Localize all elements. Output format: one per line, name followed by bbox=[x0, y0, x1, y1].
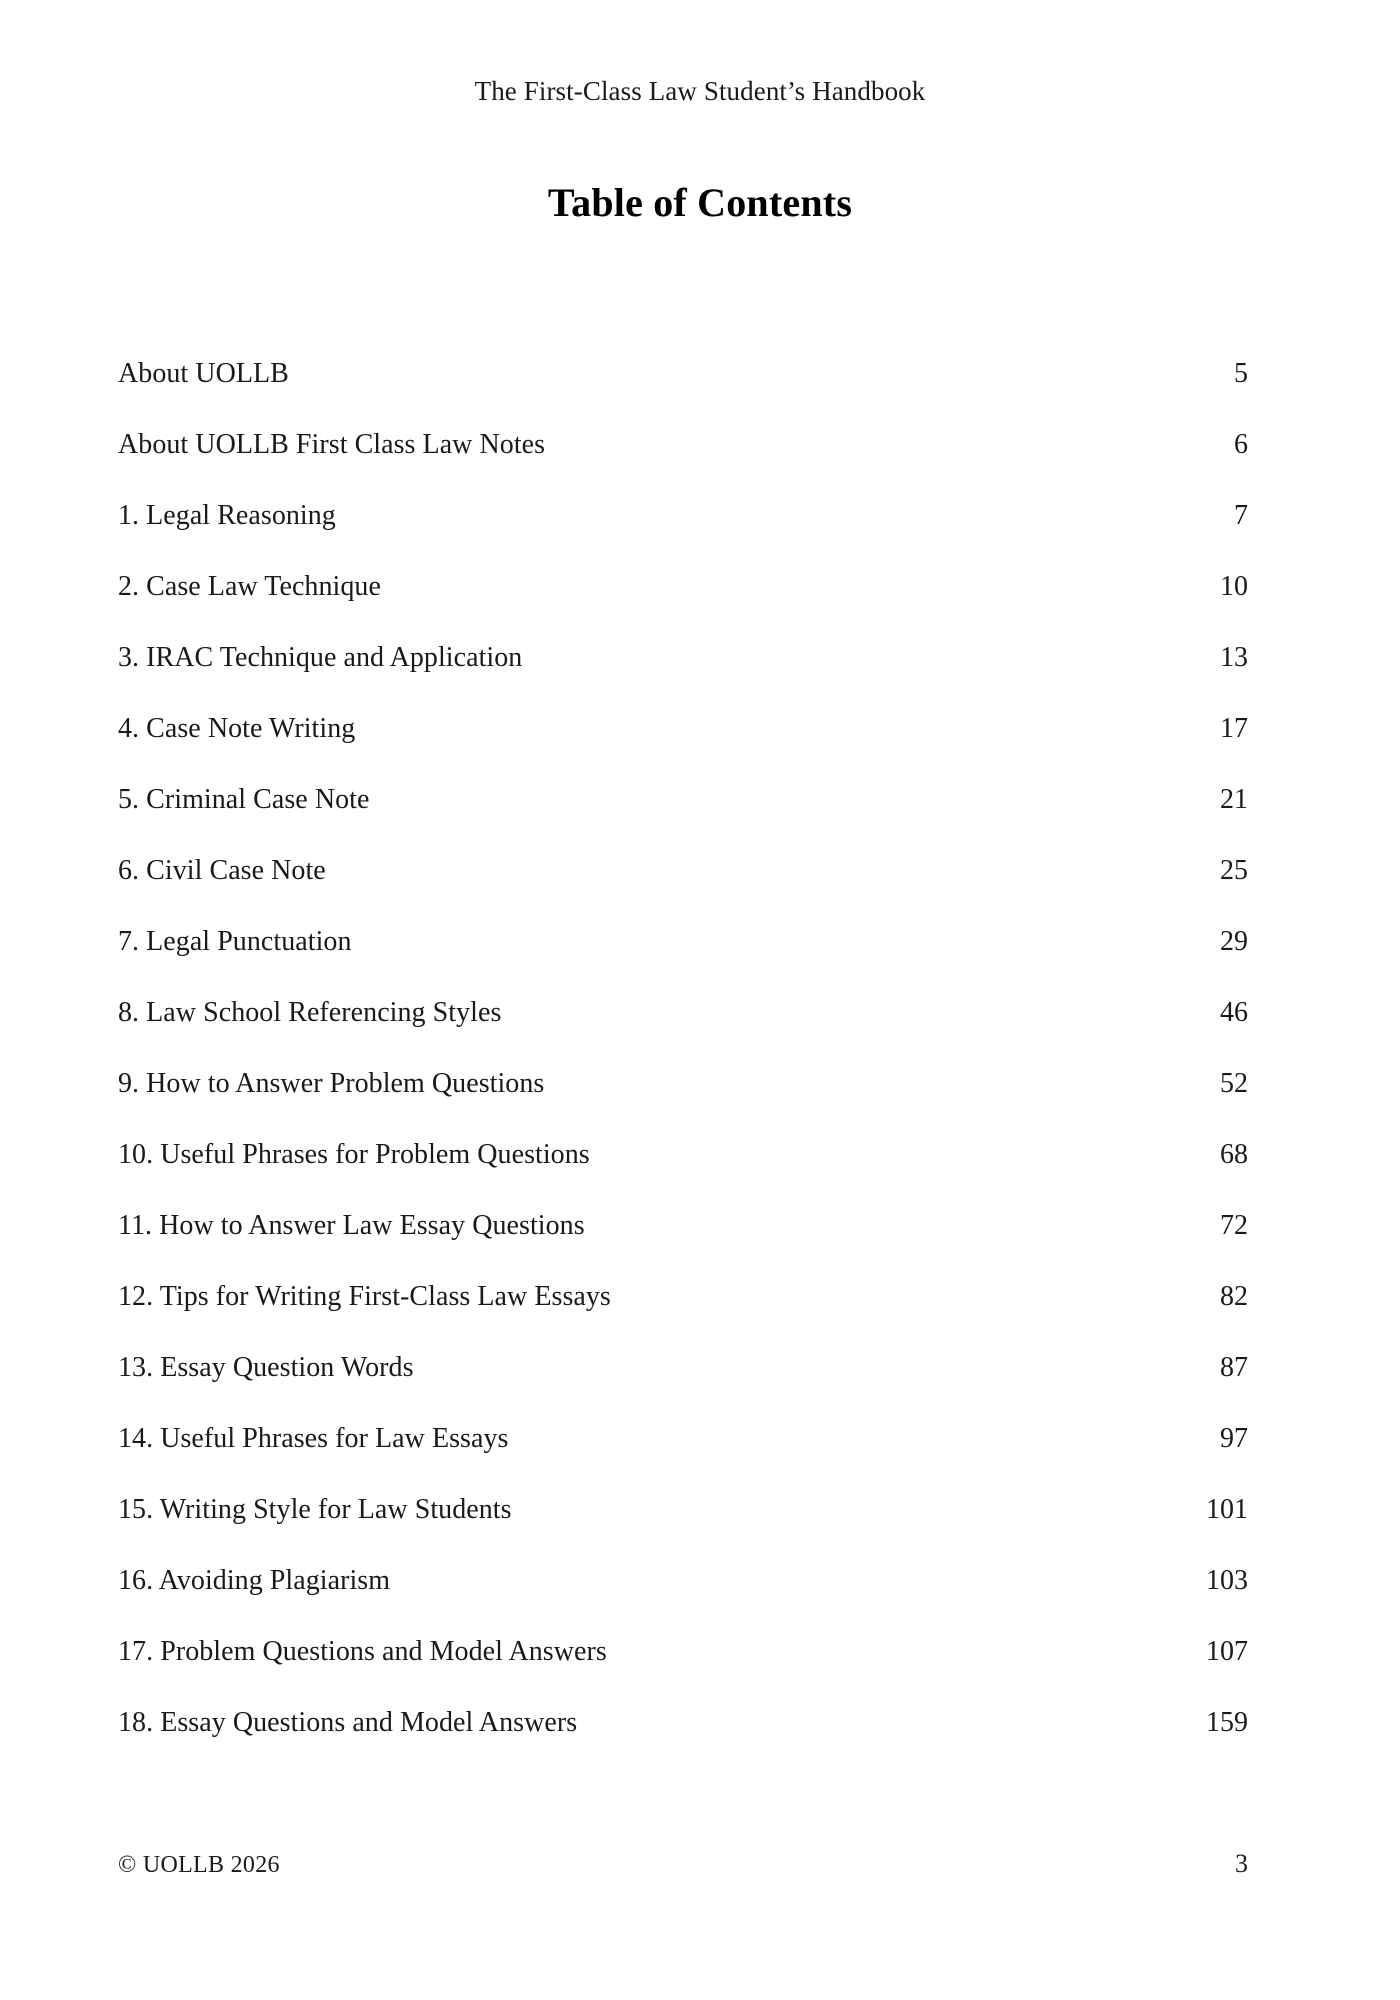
toc-entry[interactable] bbox=[118, 1492, 1248, 1563]
toc-entry-label: About UOLLB bbox=[118, 358, 289, 389]
toc-entry-page-number: 6 bbox=[1234, 429, 1248, 460]
toc-entry-label: 6. Civil Case Note bbox=[118, 855, 326, 886]
toc-entry-label: 7. Legal Punctuation bbox=[118, 926, 352, 957]
footer-copyright: © UOLLB 2026 bbox=[118, 1852, 280, 1878]
toc-entry[interactable] bbox=[118, 782, 1248, 853]
toc-entry-page-number: 87 bbox=[1220, 1352, 1248, 1383]
toc-entry-page-number: 10 bbox=[1220, 571, 1248, 602]
toc-entry-page-number: 46 bbox=[1220, 997, 1248, 1028]
toc-entry-label: 10. Useful Phrases for Problem Questions bbox=[118, 1139, 590, 1170]
toc-entry-label: 2. Case Law Technique bbox=[118, 571, 381, 602]
toc-entry-label: 13. Essay Question Words bbox=[118, 1352, 414, 1383]
toc-entry[interactable] bbox=[118, 1705, 1248, 1776]
toc-entry-label: 8. Law School Referencing Styles bbox=[118, 997, 502, 1028]
toc-entry[interactable] bbox=[118, 1350, 1248, 1421]
toc-entry[interactable] bbox=[118, 1563, 1248, 1634]
toc-entry[interactable] bbox=[118, 356, 1248, 427]
toc-entry-page-number: 68 bbox=[1220, 1139, 1248, 1170]
toc-entry-page-number: 97 bbox=[1220, 1423, 1248, 1454]
toc-entry-label: 11. How to Answer Law Essay Questions bbox=[118, 1210, 585, 1241]
toc-entry-label: 17. Problem Questions and Model Answers bbox=[118, 1636, 607, 1667]
toc-entry-label: 14. Useful Phrases for Law Essays bbox=[118, 1423, 509, 1454]
toc-entry-label: 4. Case Note Writing bbox=[118, 713, 356, 744]
toc-entry-page-number: 82 bbox=[1220, 1281, 1248, 1312]
page-footer bbox=[118, 1848, 1248, 1881]
toc-entry-label: 12. Tips for Writing First-Class Law Essays bbox=[118, 1281, 611, 1312]
toc-entry-label: 9. How to Answer Problem Questions bbox=[118, 1068, 545, 1099]
toc-entry-page-number: 5 bbox=[1234, 358, 1248, 389]
toc-entry-label: 18. Essay Questions and Model Answers bbox=[118, 1707, 578, 1738]
toc-entry-page-number: 13 bbox=[1220, 642, 1248, 673]
toc-entry-page-number: 101 bbox=[1206, 1494, 1248, 1525]
toc-entry[interactable] bbox=[118, 1137, 1248, 1208]
toc-entry[interactable] bbox=[118, 1634, 1248, 1705]
toc-entry[interactable] bbox=[118, 1208, 1248, 1279]
toc-entry[interactable] bbox=[118, 498, 1248, 569]
toc-entry-page-number: 17 bbox=[1220, 713, 1248, 744]
toc-entry[interactable] bbox=[118, 427, 1248, 498]
toc-entry-page-number: 72 bbox=[1220, 1210, 1248, 1241]
toc-entry-label: 3. IRAC Technique and Application bbox=[118, 642, 523, 673]
toc-entry-page-number: 107 bbox=[1206, 1636, 1248, 1667]
toc-entry-page-number: 7 bbox=[1234, 500, 1248, 531]
toc-entry[interactable] bbox=[118, 995, 1248, 1066]
toc-entry[interactable] bbox=[118, 853, 1248, 924]
toc-entry-label: 1. Legal Reasoning bbox=[118, 500, 336, 531]
toc-entry[interactable] bbox=[118, 640, 1248, 711]
toc-entry-label: 16. Avoiding Plagiarism bbox=[118, 1565, 391, 1596]
toc-entry-page-number: 29 bbox=[1220, 926, 1248, 957]
page-title: Table of Contents bbox=[547, 179, 853, 225]
toc-entry[interactable] bbox=[118, 1066, 1248, 1137]
table-of-contents-list bbox=[118, 356, 1248, 1776]
toc-entry[interactable] bbox=[118, 711, 1248, 782]
toc-entry-page-number: 103 bbox=[1206, 1565, 1248, 1596]
running-header: The First-Class Law Student’s Handbook bbox=[474, 76, 926, 106]
toc-entry[interactable] bbox=[118, 569, 1248, 640]
toc-entry-page-number: 159 bbox=[1206, 1707, 1248, 1738]
toc-entry-label: About UOLLB First Class Law Notes bbox=[118, 429, 546, 460]
toc-entry[interactable] bbox=[118, 924, 1248, 995]
toc-entry[interactable] bbox=[118, 1279, 1248, 1350]
toc-entry-page-number: 25 bbox=[1220, 855, 1248, 886]
toc-entry[interactable] bbox=[118, 1421, 1248, 1492]
toc-entry-page-number: 21 bbox=[1220, 784, 1248, 815]
toc-entry-label: 15. Writing Style for Law Students bbox=[118, 1494, 512, 1525]
footer-page-number: 3 bbox=[1235, 1849, 1248, 1878]
toc-entry-label: 5. Criminal Case Note bbox=[118, 784, 370, 815]
toc-entry-page-number: 52 bbox=[1220, 1068, 1248, 1099]
